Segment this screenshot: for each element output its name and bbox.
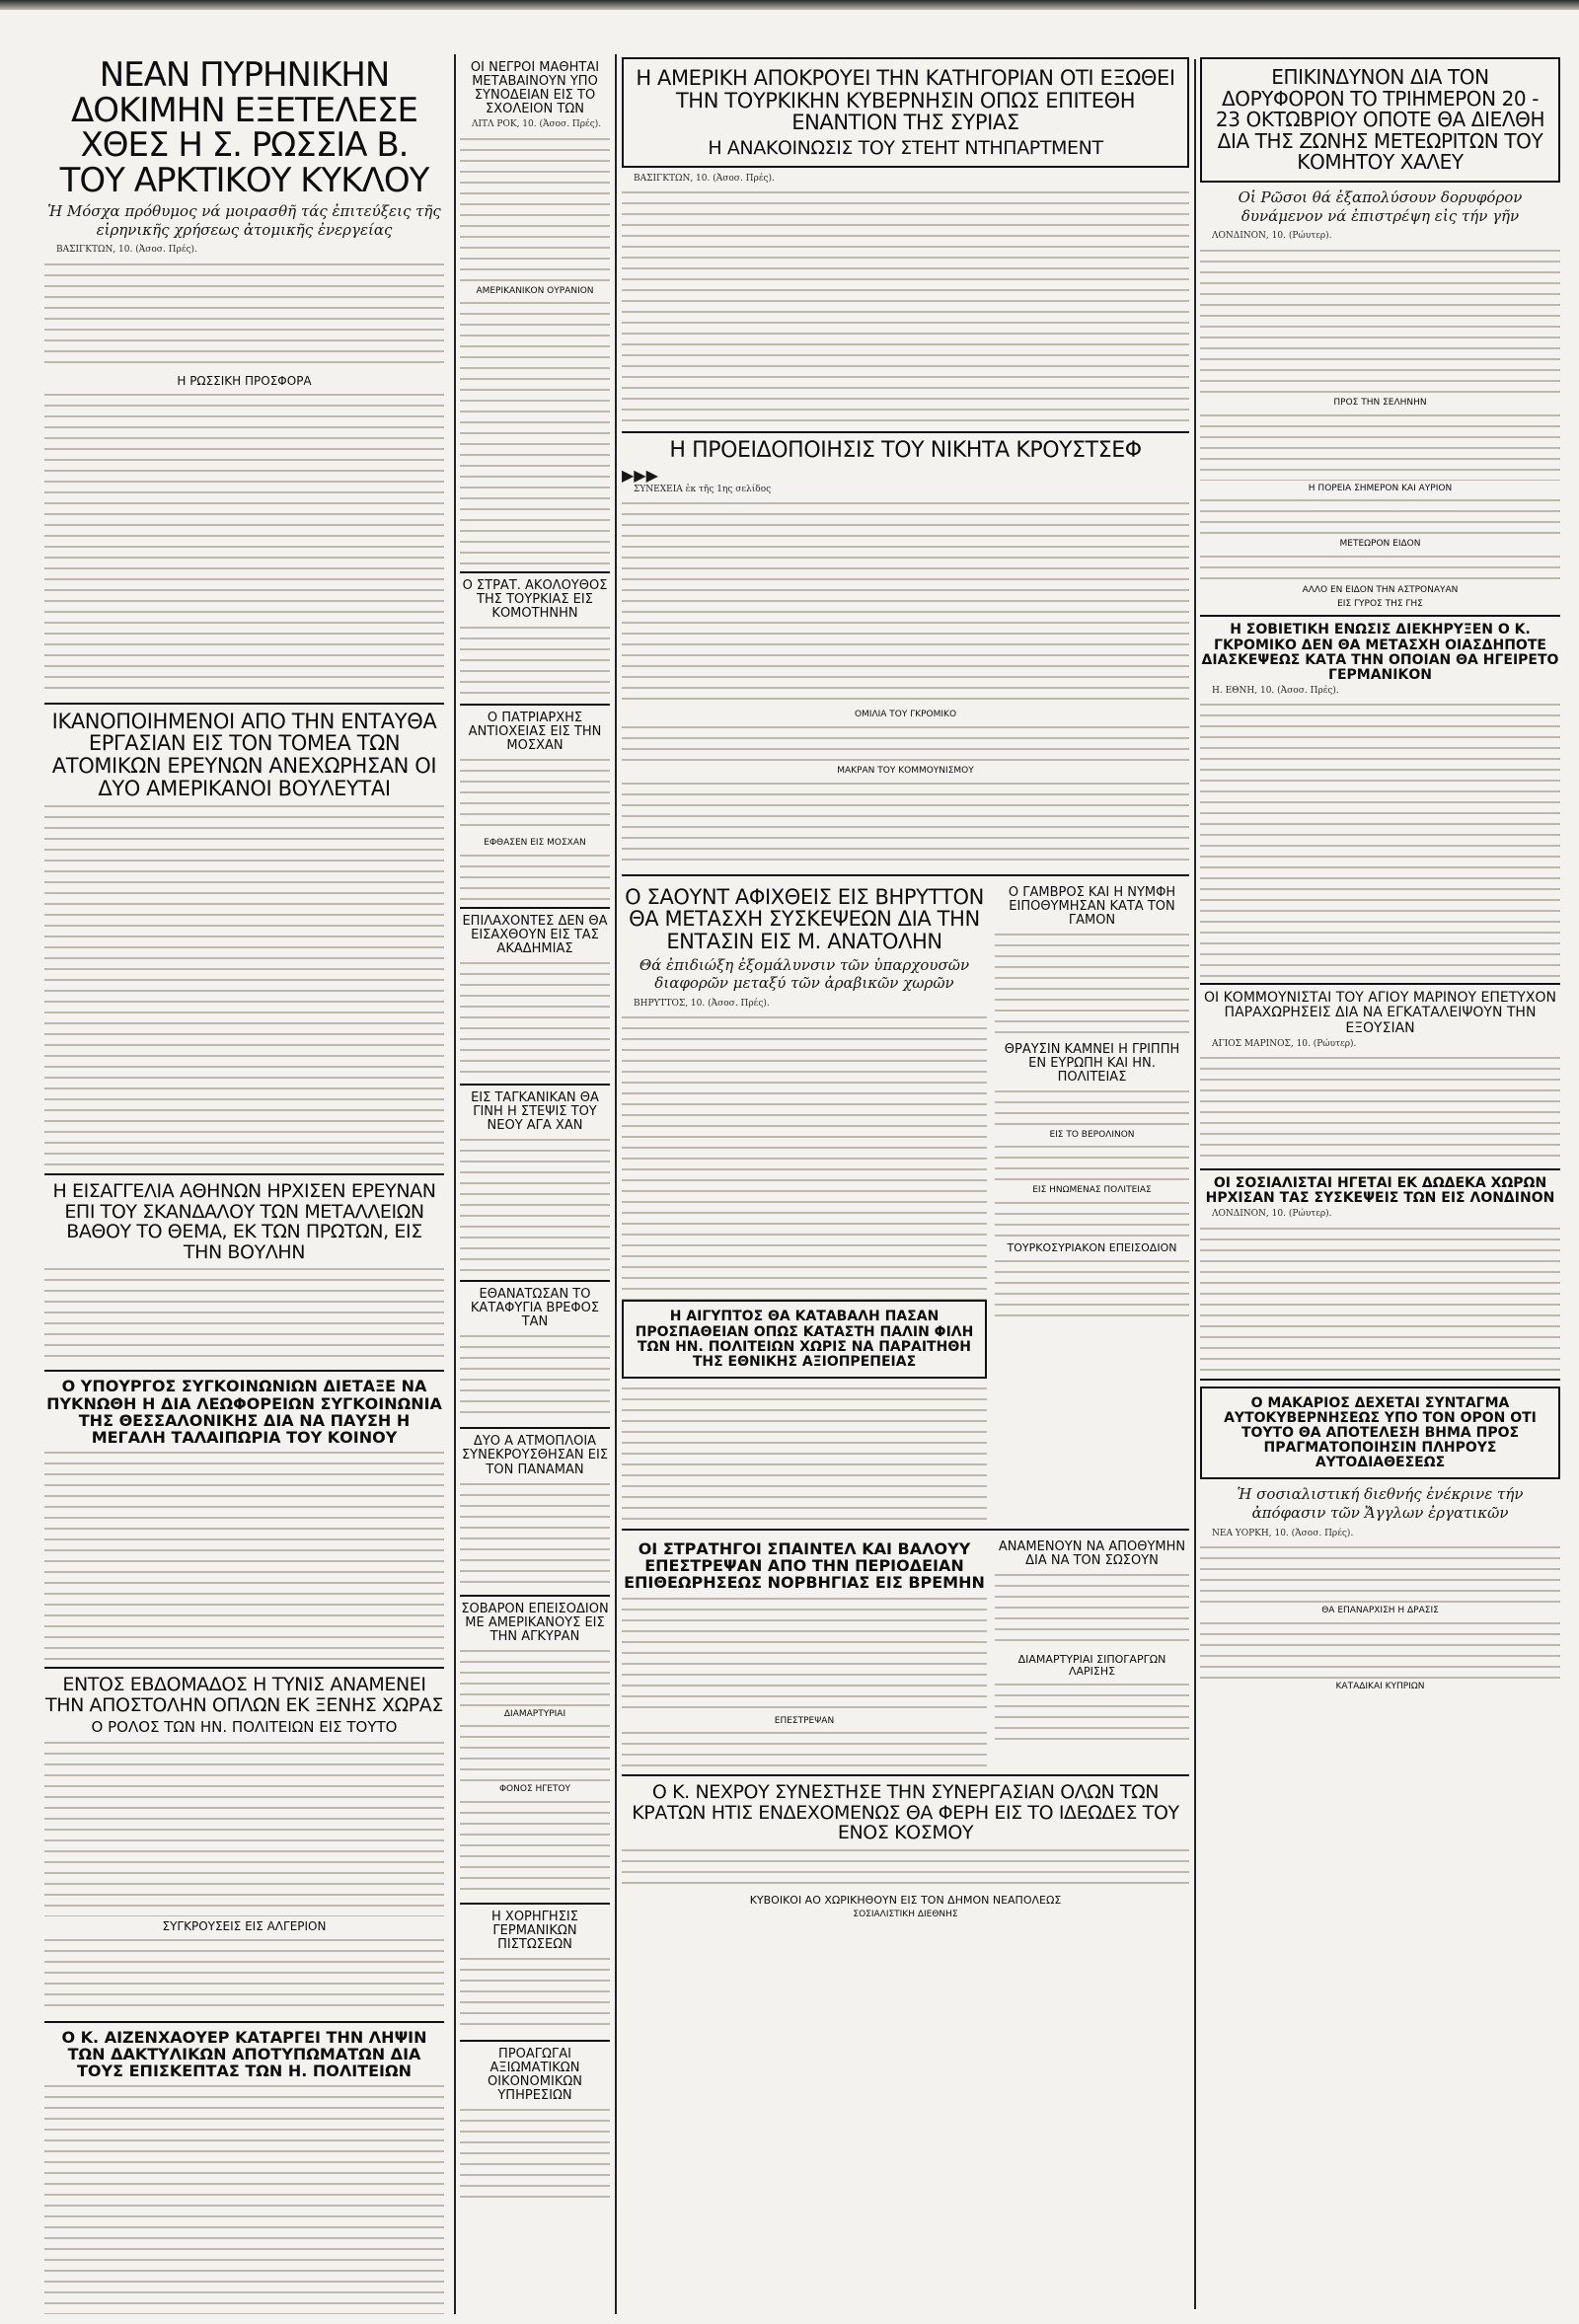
column-5 [1200, 57, 1560, 2317]
center-bottom-row [622, 1537, 1189, 1769]
headline: Ο ΜΑΚΑΡΙΟΣ ΔΕΧΕΤΑΙ ΣΥΝΤΑΓΜΑ ΑΥΤΟΚΥΒΕΡΝΗΣΕΩΣ ΥΠΟ ΤΟΝ ΟΡΟΝ ΟΤΙ ΤΟΥΤΟ ΘΑ ΑΠΟΤΕΛΕΣΗ ΒΗΜΑ ΠΡΟΣ ΠΡΑΓΜΑΤΟΠΟΙΗΣΙΝ ΠΛΗΡΟΥΣ ΑΥΤΟΔΙΑΘΕΣΕΩΣ [1224, 1394, 1537, 1471]
headline: Ο ΠΑΤΡΙΑΡΧΗΣ ΑΝΤΙΟΧΕΙΑΣ ΕΙΣ ΤΗΝ ΜΟΣΧΑΝ [468, 711, 602, 754]
article-mines-scandal [44, 1181, 444, 1364]
dateline: ΛΟΝΔΙΝΟΝ, 10. (Ρώυτερ). [1212, 231, 1332, 242]
dateline: ΒΗΡΥΤΤΟΣ, 10. (Ἀσοσ. Πρές). [634, 999, 770, 1010]
article-text [44, 1936, 444, 2015]
headline: ΑΝΑΜΕΝΟΥΝ ΝΑ ΑΠΟΘΥΜΗΝ ΔΙΑ ΝΑ ΤΟΝ ΣΩΣΟΥΝ [998, 1538, 1186, 1568]
article-text [460, 1332, 610, 1421]
divider [44, 1667, 444, 1669]
article-text [460, 852, 610, 901]
article-text [995, 1257, 1189, 1316]
divider [44, 2021, 444, 2023]
article-us-congressmen [44, 711, 444, 1168]
article-text [460, 135, 610, 283]
headline: ΙΚΑΝΟΠΟΙΗΜΕΝΟΙ ΑΠΟ ΤΗΝ ΕΝΤΑΥΘΑ ΕΡΓΑΣΙΑΝ ΕΙΣ ΤΟΝ ΤΟΜΕΑ ΤΩΝ ΑΤΟΜΙΚΩΝ ΕΡΕΥΝΩΝ ΑΝΕΧΩΡΗΣΑΝ ΟΙ ΔΥΟ ΑΜΕΡΙΚΑΝΟΙ ΒΟΥΛΕΥΤΑΙ [51, 709, 437, 800]
column-rule [454, 54, 456, 2314]
section-heading: ΕΠΕΣΤΡΕΨΑΝ [774, 1715, 835, 1726]
divider [1200, 1168, 1560, 1170]
article-text [622, 1729, 987, 1768]
headline: ΚΥΒΟΙΚΟΙ ΑΟ ΧΩΡΙΚΗΘΟΥΝ ΕΙΣ ΤΟΝ ΔΗΜΟΝ ΝΕΑΠΟΛΕΩΣ [749, 1893, 1062, 1907]
article-text [460, 1955, 610, 2034]
article-text [1200, 412, 1560, 481]
divider [460, 1427, 610, 1429]
headline: ΕΠΙΚΙΝΔΥΝΟΝ ΔΙΑ ΤΟΝ ΔΟΡΥΦΟΡΟΝ ΤΟ ΤΡΙΗΜΕΡΟΝ 20 - 23 ΟΚΤΩΒΡΙΟΥ ΟΠΟΤΕ ΘΑ ΔΙΕΛΘΗ ΔΙΑ ΤΗΣ ΖΩΝΗΣ ΜΕΤΕΩΡΙΤΩΝ ΤΟΥ ΚΟΜΗΤΟΥ ΧΑΛΕΥ [1215, 65, 1545, 175]
section-heading: ΣΟΣΙΑΛΙΣΤΙΚΗ ΔΙΕΘΝΗΣ [853, 1909, 958, 1919]
article-tunis-weapons [44, 1675, 444, 2014]
article-text [1200, 1054, 1560, 1162]
divider [622, 1529, 1189, 1531]
divider [460, 1595, 610, 1597]
article-text [622, 1013, 987, 1300]
center-lower-row [622, 882, 1189, 1523]
article-text [44, 1739, 444, 1916]
column-2 [460, 57, 610, 2317]
article-text [1200, 1543, 1560, 1603]
headline: Ο ΓΑΜΒΡΟΣ ΚΑΙ Η ΝΥΜΦΗ ΕΙΠΟΘΥΜΗΣΑΝ ΚΑΤΑ ΤΟΝ ΓΑΜΟΝ [1008, 884, 1176, 928]
headline: ΕΠΙΛΑΧΟΝΤΕΣ ΔΕΝ ΘΑ ΕΙΣΑΧΘΟΥΝ ΕΙΣ ΤΑΣ ΑΚΑΔΗΜΙΑΣ [462, 914, 608, 957]
column-1 [44, 54, 444, 2314]
section-heading: ΠΡΟΣ ΤΗΝ ΣΕΛΗΝΗΝ [1333, 397, 1427, 408]
subheadline: Ἡ Μόσχα πρόθυμος νά μοιρασθῆ τάς ἐπιτεύξεις τῆς εἰρηνικῆς χρήσεως ἀτομικῆς ἐνεργείας [47, 201, 441, 239]
headline: Ο ΣΤΡΑΤ. ΑΚΟΛΟΥΘΟΣ ΤΗΣ ΤΟΥΡΚΙΑΣ ΕΙΣ ΚΟΜΟΤΗΝΗΝ [462, 578, 608, 622]
headline: Η ΑΙΓΥΠΤΟΣ ΘΑ ΚΑΤΑΒΑΛΗ ΠΑΣΑΝ ΠΡΟΣΠΑΘΕΙΑΝ ΟΠΩΣ ΚΑΤΑΣΤΗ ΠΑΛΙΝ ΦΙΛΗ ΤΩΝ ΗΝ. ΠΟΛΙΤΕΙΩΝ ΧΩΡΙΣ ΝΑ ΠΑΡΑΙΤΗΘΗ ΤΗΣ ΕΘΝΙΚΗΣ ΑΞΙΟΠΡΕΠΕΙΑΣ [635, 1309, 974, 1370]
article-text [44, 1265, 444, 1364]
section-heading: ΣΥΓΚΡΟΥΣΕΙΣ ΕΙΣ ΑΛΓΕΡΙΟΝ [162, 1918, 327, 1933]
article-text [1200, 496, 1560, 536]
article-text [622, 1595, 987, 1713]
subheadline: Θά ἐπιδιώξη ἐξομάλυνσιν τῶν ὑπαρχουσῶν διαφορῶν μεταξύ τῶν ἀραβικῶν χωρῶν [639, 955, 970, 993]
center-left-stack [622, 882, 987, 1523]
article-text [460, 624, 610, 698]
dateline: Η. ΕΘΝΗ, 10. (Ἀσοσ. Πρές). [1212, 685, 1339, 696]
section-heading: ΕΦΘΑΣΕΝ ΕΙΣ ΜΟΣΧΑΝ [484, 838, 586, 849]
article-text [995, 1143, 1189, 1182]
article-egypt [622, 1300, 987, 1378]
article-text [460, 959, 610, 1078]
subheadline: Η ΑΝΑΚΟΙΝΩΣΙΣ ΤΟΥ ΣΤΕΗΤ ΝΤΗΠΑΡΤΜΕΝΤ [708, 137, 1103, 160]
divider [44, 1173, 444, 1175]
section-heading: ΚΑΤΑΔΙΚΑΙ ΚΥΠΡΙΩΝ [1335, 1681, 1425, 1691]
divider [460, 1084, 610, 1086]
section-heading: Η ΠΟΡΕΙΑ ΣΗΜΕΡΟΝ ΚΑΙ ΑΥΡΙΟΝ [1308, 483, 1453, 493]
article-thessaloniki-buses [44, 1378, 444, 1661]
article-text [460, 1136, 610, 1274]
divider [460, 907, 610, 909]
article-eisenhower-fingerprints [44, 2029, 444, 2314]
continuation-arrow-icon: ▶▶▶ [622, 465, 658, 485]
headline: ΟΙ ΚΟΜΜΟΥΝΙΣΤΑΙ ΤΟΥ ΑΓΙΟΥ ΜΑΡΙΝΟΥ ΕΠΕΤΥΧΟΝ ΠΑΡΑΧΩΡΗΣΕΙΣ ΔΙΑ ΝΑ ΕΓΚΑΤΑΛΕΙΨΟΥΝ ΤΗΝ ΕΞΟΥΣΙΑΝ [1204, 990, 1556, 1036]
column-rule [615, 54, 617, 2314]
section-heading: ΔΙΑΜΑΡΤΥΡΙΑΙ [503, 1708, 566, 1719]
divider [460, 704, 610, 706]
dateline: ΝΕΑ ΥΟΡΚΗ, 10. (Ἀσοσ. Πρές). [1212, 1528, 1354, 1538]
section-heading: Η ΡΩΣΣΙΚΗ ΠΡΟΣΦΟΡΑ [177, 373, 312, 388]
subheadline: Οἱ Ρῶσοι θά ἐξαπολύσουν δορυφόρον δυνάμενον νά ἐπιστρέψη εἰς τήν γῆν [1238, 187, 1523, 225]
section-heading: ΟΜΙΛΙΑ ΤΟΥ ΓΚΡΟΜΙΚΟ [854, 710, 957, 720]
divider [622, 431, 1189, 433]
divider [44, 703, 444, 705]
article-text [622, 780, 1189, 868]
section-heading: ΑΛΛΟ ΕΝ ΕΙΔΟΝ ΤΗΝ ΑΣΤΡΟΝΑΥΑΝ [1302, 585, 1459, 596]
article-text [1200, 701, 1560, 977]
article-text [44, 261, 444, 371]
dateline: ΛΟΝΔΙΝΟΝ, 10. (Ρώυτερ). [1212, 1209, 1332, 1220]
headline: ΕΘΑΝΑΤΩΣΑΝ ΤΟ ΚΑΤΑΦΥΓΙΑ ΒΡΕΦΟΣ ΤΑΝ [470, 1287, 600, 1330]
section-heading: ΕΙΣ ΤΟ ΒΕΡΟΛΙΝΟΝ [1049, 1129, 1135, 1140]
headline: ΕΝΤΟΣ ΕΒΔΟΜΑΔΟΣ Η ΤΥΝΙΣ ΑΝΑΜΕΝΕΙ ΤΗΝ ΑΠΟΣΤΟΛΗΝ ΟΠΛΩΝ ΕΚ ΞΕΝΗΣ ΧΩΡΑΣ [45, 1674, 443, 1716]
article-satellite [1200, 57, 1560, 183]
section-heading: ΦΟΝΟΣ ΗΓΕΤΟΥ [498, 1784, 571, 1795]
headline: ΝΕΑΝ ΠΥΡΗΝΙΚΗΝ ΔΟΚΙΜΗΝ ΕΞΕΤΕΛΕΣΕ ΧΘΕΣ Η Σ. ΡΩΣΣΙΑ Β. ΤΟΥ ΑΡΚΤΙΚΟΥ ΚΥΚΛΟΥ [59, 55, 429, 201]
section-heading: ΜΑΚΡΑΝ ΤΟΥ ΚΟΜΜΟΥΝΙΣΜΟΥ [837, 765, 974, 776]
divider [622, 874, 1189, 876]
article-text [995, 1571, 1189, 1650]
article-text [460, 299, 610, 565]
subheadline: Ο ΡΟΛΟΣ ΤΩΝ ΗΝ. ΠΟΛΙΤΕΙΩΝ ΕΙΣ ΤΟΥΤΟ [91, 1718, 398, 1737]
article-text [460, 1798, 610, 1897]
headline: ΔΥΟ Α ΑΤΜΟΠΛΟΙΑ ΣΥΝΕΚΡΟΥΣΘΗΣΑΝ ΕΙΣ ΤΟΝ ΠΑΝΑΜΑΝ [461, 1434, 609, 1477]
article-text [44, 1449, 444, 1661]
divider [1200, 615, 1560, 617]
article-text [460, 2106, 610, 2205]
section-heading: ΕΙΣ ΓΥΡΟΣ ΤΗΣ ΓΗΣ [1337, 598, 1423, 609]
section-heading: ΕΙΣ ΗΝΩΜΕΝΑΣ ΠΟΛΙΤΕΙΑΣ [1032, 1185, 1152, 1196]
article-text [460, 756, 610, 835]
article-text [1200, 553, 1560, 582]
headline: Η ΠΡΟΕΙΔΟΠΟΙΗΣΙΣ ΤΟΥ ΝΙΚΗΤΑ ΚΡΟΥΣΤΣΕΦ [669, 437, 1142, 463]
divider [460, 1280, 610, 1282]
dateline: ΑΓΙΟΣ ΜΑΡΙΝΟΣ, 10. (Ρώυτερ). [1212, 1038, 1357, 1049]
article-text [1200, 1225, 1560, 1373]
article-text [460, 1480, 610, 1589]
divider [622, 1774, 1189, 1776]
article-text [622, 1385, 987, 1523]
article-text [44, 2082, 444, 2314]
headline: ΟΙ ΣΟΣΙΑΛΙΣΤΑΙ ΗΓΕΤΑΙ ΕΚ ΔΩΔΕΚΑ ΧΩΡΩΝ ΗΡΧΙΣΑΝ ΤΑΣ ΣΥΣΚΕΨΕΙΣ ΤΩΝ ΕΙΣ ΛΟΝΔΙΝΟΝ [1205, 1175, 1555, 1207]
column-rule [1194, 59, 1196, 2309]
headline: Η ΧΟΡΗΓΗΣΙΣ ΓΕΡΜΑΝΙΚΩΝ ΠΙΣΤΩΣΕΩΝ [491, 1910, 578, 1953]
divider [44, 1370, 444, 1372]
divider [460, 1903, 610, 1905]
divider [460, 2040, 610, 2042]
center-bottom-right [995, 1537, 1189, 1769]
article-text [44, 802, 444, 1167]
headline: Η ΣΟΒΙΕΤΙΚΗ ΕΝΩΣΙΣ ΔΙΕΚΗΡΥΞΕΝ Ο Κ. ΓΚΡΟΜΙΚΟ ΔΕΝ ΘΑ ΜΕΤΑΣΧΗ ΟΙΑΣΔΗΠΟΤΕ ΔΙΑΣΚΕΨΕΩΣ ΚΑΤΑ ΤΗΝ ΟΠΟΙΑΝ ΘΑ ΗΓΕΙΡΕΤΟ ΓΕΡΜΑΝΙΚΟΝ [1201, 622, 1559, 683]
subheadline: Ἡ σοσιαλιστική διεθνής ἐνέκρινε τήν ἀπόφασιν τῶν Ἄγγλων ἐργατικῶν [1237, 1485, 1524, 1522]
article-nuclear-test [44, 55, 444, 697]
article-text [995, 1199, 1189, 1238]
dateline: ΛΙΤΛ ΡΟΚ, 10. (Ἀσοσ. Πρές). [472, 119, 602, 130]
headline: ΟΙ ΣΤΡΑΤΗΓΟΙ ΣΠΑΙΝΤΕΛ ΚΑΙ ΒΑΛΟΥΥ ΕΠΕΣΤΡΕΨΑΝ ΑΠΟ ΤΗΝ ΠΕΡΙΟΔΕΙΑΝ ΕΠΙΘΕΩΡΗΣΕΩΣ ΝΟΡΒΗΓΙΑΣ ΕΙΣ ΒΡΕΜΗΝ [624, 1538, 985, 1593]
center-bottom-left [622, 1537, 987, 1769]
headline: Ο Κ. ΑΙΖΕΝΧΑΟΥΕΡ ΚΑΤΑΡΓΕΙ ΤΗΝ ΛΗΨΙΝ ΤΩΝ ΔΑΚΤΥΛΙΚΩΝ ΑΠΟΤΥΠΩΜΑΤΩΝ ΔΙΑ ΤΟΥΣ ΕΠΙΣΚΕΠΤΑΣ ΤΩΝ Η. ΠΟΛΙΤΕΙΩΝ [61, 2027, 427, 2081]
headline: Ο ΥΠΟΥΡΓΟΣ ΣΥΓΚΟΙΝΩΝΙΩΝ ΔΙΕΤΑΞΕ ΝΑ ΠΥΚΝΩΘΗ Η ΔΙΑ ΛΕΩΦΟΡΕΙΩΝ ΣΥΓΚΟΙΝΩΝΙΑ ΤΗΣ ΘΕΣΣΑΛΟΝΙΚΗΣ ΔΙΑ ΝΑ ΠΑΥΣΗ Η ΜΕΓΑΛΗ ΤΑΛΑΙΠΩΡΙΑ ΤΟΥ ΚΟΙΝΟΥ [46, 1377, 442, 1448]
article-text [995, 1087, 1189, 1127]
article-text [622, 723, 1189, 763]
article-text [44, 391, 444, 697]
article-text [460, 1722, 610, 1781]
article-text [460, 1647, 610, 1706]
headline: Η ΑΜΕΡΙΚΗ ΑΠΟΚΡΟΥΕΙ ΤΗΝ ΚΑΤΗΓΟΡΙΑΝ ΟΤΙ ΕΞΩΘΕΙ ΤΗΝ ΤΟΥΡΚΙΚΗΝ ΚΥΒΕΡΝΗΣΙΝ ΟΠΩΣ ΕΠΙΤΕΘΗ ΕΝΑΝΤΙΟΝ ΤΗΣ ΣΥΡΙΑΣ [636, 66, 1175, 135]
section-heading: ΑΜΕΡΙΚΑΝΙΚΟΝ ΟΥΡΑΝΙΟΝ [476, 285, 594, 296]
headline: ΔΙΑΜΑΡΤΥΡΙΑΙ ΣΙΠΟΓΑΡΓΩΝ ΛΑΡΙΣΗΣ [1017, 1652, 1166, 1678]
article-makarios [1200, 1387, 1560, 1480]
headline: Ο ΣΑΟΥΝΤ ΑΦΙΧΘΕΙΣ ΕΙΣ ΒΗΡΥΤΤΟΝ ΘΑ ΜΕΤΑΣΧΗ ΣΥΣΚΕΨΕΩΝ ΔΙΑ ΤΗΝ ΕΝΤΑΣΙΝ ΕΙΣ Μ. ΑΝΑΤΟΛΗΝ [625, 884, 984, 953]
divider [1200, 983, 1560, 985]
scan-top-edge [0, 0, 1579, 10]
column-center [622, 57, 1189, 2317]
headline: ΕΙΣ ΤΑΓΚΑΝΙΚΑΝ ΘΑ ΓΙΝΗ Η ΣΤΕΨΙΣ ΤΟΥ ΝΕΟΥ ΑΓΑ ΧΑΝ [471, 1090, 599, 1134]
article-text [622, 499, 1189, 707]
article-text [622, 188, 1189, 425]
headline: ΘΡΑΥΣΙΝ ΚΑΜΝΕΙ Η ΓΡΙΠΠΗ ΕΝ ΕΥΡΩΠΗ ΚΑΙ ΗΝ. ΠΟΛΙΤΕΙΑΣ [1004, 1041, 1180, 1085]
dateline: ΒΑΣΙΓΚΤΩΝ, 10. (Ἀσοσ. Πρές). [56, 245, 197, 256]
divider [1200, 1379, 1560, 1381]
headline: ΤΟΥΡΚΟΣΥΡΙΑΚΟΝ ΕΠΕΙΣΟΔΙΟΝ [1007, 1241, 1177, 1255]
divider [460, 571, 610, 573]
headline: Ο Κ. ΝΕΧΡΟΥ ΣΥΝΕΣΤΗΣΕ ΤΗΝ ΣΥΝΕΡΓΑΣΙΑΝ ΟΛΩΝ ΤΩΝ ΚΡΑΤΩΝ ΗΤΙΣ ΕΝΔΕΧΟΜΕΝΩΣ ΘΑ ΦΕΡΗ ΕΙΣ ΤΟ ΙΔΕΩΔΕΣ ΤΟΥ ΕΝΟΣ ΚΟΣΜΟΥ [632, 1781, 1179, 1844]
headline: ΟΙ ΝΕΓΡΟΙ ΜΑΘΗΤΑΙ ΜΕΤΑΒΑΙΝΟΥΝ ΥΠΟ ΣΥΝΟΔΕΙΑΝ ΕΙΣ ΤΟ ΣΧΟΛΕΙΟΝ ΤΩΝ [470, 60, 600, 117]
article-text [622, 1846, 1189, 1891]
dateline: ΒΑΣΙΓΚΤΩΝ, 10. (Ἀσοσ. Πρές). [634, 173, 775, 184]
center-right-stack [995, 882, 1189, 1523]
section-heading: ΜΕΤΕΩΡΟΝ ΕΙΔΟΝ [1339, 539, 1421, 550]
headline: ΣΟΒΑΡΟΝ ΕΠΕΙΣΟΔΙΟΝ ΜΕ ΑΜΕΡΙΚΑΝΟΥΣ ΕΙΣ ΤΗΝ ΑΓΚΥΡΑΝ [461, 1601, 609, 1644]
headline: ΠΡΟΑΓΩΓΑΙ ΑΞΙΩΜΑΤΙΚΩΝ ΟΙΚΟΝΟΜΙΚΩΝ ΥΠΗΡΕΣΙΩΝ [487, 2047, 582, 2104]
section-heading: ΘΑ ΕΠΑΝΑΡΧΙΣΗ Η ΔΡΑΣΙΣ [1321, 1606, 1439, 1616]
headline: Η ΕΙΣΑΓΓΕΛΙΑ ΑΘΗΝΩΝ ΗΡΧΙΣΕΝ ΕΡΕΥΝΑΝ ΕΠΙ ΤΟΥ ΣΚΑΝΔΑΛΟΥ ΤΩΝ ΜΕΤΑΛΛΕΙΩΝ ΒΑΘΟΥ ΤΟ ΘΕΜΑ, ΕΚ ΤΩΝ ΠΡΩΤΩΝ, ΕΙΣ ΤΗΝ ΒΟΥΛΗΝ [52, 1180, 436, 1263]
article-text [995, 1681, 1189, 1740]
article-text [1200, 247, 1560, 395]
article-text [1200, 1619, 1560, 1679]
article-america-turkey [622, 57, 1189, 168]
article-text [995, 931, 1189, 1039]
continuation-note: ΣΥΝΕΧΕΙΑ ἐκ τῆς 1ης σελίδος [634, 484, 772, 494]
